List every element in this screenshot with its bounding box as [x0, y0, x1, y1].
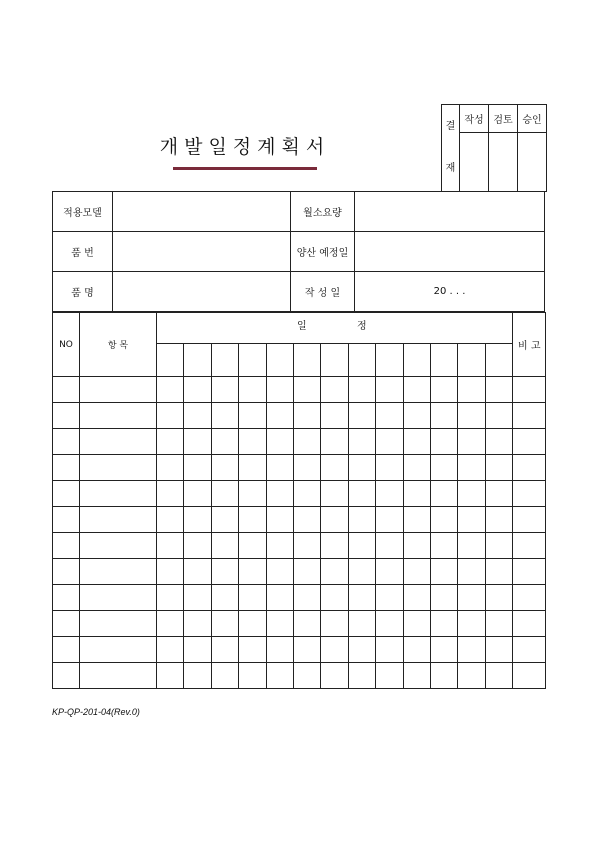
table-row [53, 377, 546, 403]
schedule-cell[interactable] [348, 481, 375, 507]
schedule-cell[interactable] [157, 403, 184, 429]
schedule-cell[interactable] [458, 611, 485, 637]
row-item-cell[interactable] [80, 533, 157, 559]
schedule-cell[interactable] [211, 377, 238, 403]
schedule-cell[interactable] [184, 481, 211, 507]
row-no-cell[interactable] [53, 455, 80, 481]
schedule-cell[interactable] [293, 559, 320, 585]
schedule-subheader-cell[interactable] [430, 344, 457, 377]
schedule-cell[interactable] [403, 533, 430, 559]
row-no-cell[interactable] [53, 585, 80, 611]
schedule-cell[interactable] [157, 455, 184, 481]
schedule-cell[interactable] [485, 637, 513, 663]
schedule-cell[interactable] [184, 403, 211, 429]
schedule-cell[interactable] [293, 403, 320, 429]
schedule-cell[interactable] [403, 663, 430, 689]
row-remarks-cell[interactable] [513, 663, 546, 689]
row-no-cell[interactable] [53, 377, 80, 403]
schedule-cell[interactable] [293, 585, 320, 611]
schedule-cell[interactable] [430, 663, 457, 689]
schedule-cell[interactable] [376, 637, 403, 663]
schedule-cell[interactable] [157, 663, 184, 689]
schedule-cell[interactable] [157, 429, 184, 455]
row-item-cell[interactable] [80, 481, 157, 507]
schedule-cell[interactable] [293, 455, 320, 481]
schedule-cell[interactable] [266, 611, 293, 637]
schedule-cell[interactable] [430, 585, 457, 611]
schedule-cell[interactable] [211, 507, 238, 533]
schedule-cell[interactable] [376, 663, 403, 689]
schedule-cell[interactable] [211, 481, 238, 507]
table-row [53, 637, 546, 663]
schedule-cell[interactable] [376, 585, 403, 611]
schedule-cell[interactable] [157, 559, 184, 585]
schedule-cell[interactable] [321, 377, 348, 403]
schedule-cell[interactable] [376, 403, 403, 429]
schedule-subheader-cell[interactable] [184, 344, 211, 377]
row-remarks-cell[interactable] [513, 377, 546, 403]
row-remarks-cell[interactable] [513, 455, 546, 481]
document-code: KP-QP-201-04(Rev.0) [52, 707, 140, 717]
row-remarks-cell[interactable] [513, 481, 546, 507]
schedule-cell[interactable] [266, 481, 293, 507]
schedule-cell[interactable] [430, 403, 457, 429]
schedule-cell[interactable] [430, 559, 457, 585]
table-row [53, 403, 546, 429]
approval-col-reviewer: 검토 [489, 105, 518, 133]
row-item-cell[interactable] [80, 507, 157, 533]
schedule-cell[interactable] [348, 663, 375, 689]
schedule-cell[interactable] [239, 403, 266, 429]
written-date-label: 작 성 일 [291, 272, 355, 312]
applied-model-field[interactable] [113, 192, 291, 232]
row-no-cell[interactable] [53, 663, 80, 689]
schedule-cell[interactable] [403, 455, 430, 481]
schedule-cell[interactable] [157, 377, 184, 403]
schedule-cell[interactable] [321, 533, 348, 559]
schedule-cell[interactable] [211, 611, 238, 637]
schedule-cell[interactable] [403, 481, 430, 507]
schedule-table [52, 312, 546, 689]
schedule-cell[interactable] [348, 377, 375, 403]
title-underline [173, 167, 317, 170]
schedule-cell[interactable] [458, 507, 485, 533]
item-header: 항 목 [80, 313, 157, 377]
schedule-cell[interactable] [485, 585, 513, 611]
schedule-cell[interactable] [266, 429, 293, 455]
schedule-cell[interactable] [458, 637, 485, 663]
schedule-cell[interactable] [157, 611, 184, 637]
row-remarks-cell[interactable] [513, 403, 546, 429]
schedule-cell[interactable] [321, 611, 348, 637]
schedule-cell[interactable] [239, 663, 266, 689]
schedule-cell[interactable] [184, 533, 211, 559]
row-remarks-cell[interactable] [513, 611, 546, 637]
schedule-cell[interactable] [184, 637, 211, 663]
schedule-cell[interactable] [403, 507, 430, 533]
schedule-cell[interactable] [458, 403, 485, 429]
schedule-subheader-cell[interactable] [293, 344, 320, 377]
schedule-cell[interactable] [184, 663, 211, 689]
schedule-cell[interactable] [239, 429, 266, 455]
schedule-cell[interactable] [348, 403, 375, 429]
schedule-cell[interactable] [403, 585, 430, 611]
schedule-cell[interactable] [184, 559, 211, 585]
schedule-cell[interactable] [239, 559, 266, 585]
row-remarks-cell[interactable] [513, 533, 546, 559]
schedule-cell[interactable] [293, 507, 320, 533]
schedule-cell[interactable] [403, 377, 430, 403]
schedule-cell[interactable] [485, 429, 513, 455]
schedule-cell[interactable] [321, 585, 348, 611]
remarks-header: 비 고 [513, 313, 546, 377]
approval-side-label-top: 결 [445, 121, 456, 132]
schedule-header [157, 313, 513, 344]
schedule-cell[interactable] [321, 455, 348, 481]
part-no-label: 품 번 [53, 232, 113, 272]
schedule-cell[interactable] [376, 507, 403, 533]
schedule-cell[interactable] [184, 507, 211, 533]
schedule-cell[interactable] [211, 559, 238, 585]
schedule-cell[interactable] [266, 637, 293, 663]
schedule-cell[interactable] [293, 481, 320, 507]
schedule-cell[interactable] [293, 429, 320, 455]
schedule-cell[interactable] [348, 611, 375, 637]
schedule-cell[interactable] [430, 637, 457, 663]
row-no-cell[interactable] [53, 559, 80, 585]
schedule-cell[interactable] [376, 377, 403, 403]
schedule-cell[interactable] [321, 559, 348, 585]
row-item-cell[interactable] [80, 377, 157, 403]
schedule-cell[interactable] [157, 533, 184, 559]
schedule-cell[interactable] [458, 455, 485, 481]
schedule-cell[interactable] [321, 481, 348, 507]
approval-side-label [442, 105, 460, 192]
schedule-cell[interactable] [430, 507, 457, 533]
schedule-cell[interactable] [430, 377, 457, 403]
schedule-cell[interactable] [348, 585, 375, 611]
schedule-cell[interactable] [266, 559, 293, 585]
row-item-cell[interactable] [80, 611, 157, 637]
schedule-subheader-cell[interactable] [211, 344, 238, 377]
row-remarks-cell[interactable] [513, 637, 546, 663]
schedule-cell[interactable] [458, 559, 485, 585]
schedule-cell[interactable] [157, 637, 184, 663]
schedule-cell[interactable] [485, 455, 513, 481]
row-no-cell[interactable] [53, 481, 80, 507]
no-header: NO [53, 313, 80, 377]
row-no-cell[interactable] [53, 507, 80, 533]
schedule-cell[interactable] [458, 663, 485, 689]
schedule-cell[interactable] [458, 377, 485, 403]
schedule-cell[interactable] [321, 429, 348, 455]
schedule-cell[interactable] [348, 429, 375, 455]
schedule-cell[interactable] [458, 585, 485, 611]
required-qty-label: 월소요량 [291, 192, 355, 232]
schedule-cell[interactable] [321, 663, 348, 689]
part-no-field[interactable] [113, 232, 291, 272]
row-item-cell[interactable] [80, 403, 157, 429]
schedule-cell[interactable] [211, 403, 238, 429]
approval-sign-writer[interactable] [460, 133, 489, 192]
schedule-cell[interactable] [321, 403, 348, 429]
schedule-cell[interactable] [239, 507, 266, 533]
schedule-cell[interactable] [430, 455, 457, 481]
schedule-cell[interactable] [430, 611, 457, 637]
table-row [53, 611, 546, 637]
schedule-cell[interactable] [376, 455, 403, 481]
schedule-subheader-cell[interactable] [348, 344, 375, 377]
schedule-cell[interactable] [403, 559, 430, 585]
schedule-cell[interactable] [376, 429, 403, 455]
table-row [53, 507, 546, 533]
schedule-cell[interactable] [376, 611, 403, 637]
schedule-cell[interactable] [321, 507, 348, 533]
schedule-cell[interactable] [211, 429, 238, 455]
row-no-cell[interactable] [53, 637, 80, 663]
row-no-cell[interactable] [53, 429, 80, 455]
approval-sign-approver[interactable] [518, 133, 547, 192]
schedule-cell[interactable] [266, 403, 293, 429]
schedule-cell[interactable] [239, 455, 266, 481]
schedule-cell[interactable] [348, 559, 375, 585]
schedule-cell[interactable] [485, 377, 513, 403]
schedule-cell[interactable] [157, 585, 184, 611]
row-no-cell[interactable] [53, 611, 80, 637]
schedule-cell[interactable] [485, 481, 513, 507]
schedule-cell[interactable] [376, 559, 403, 585]
table-row [53, 559, 546, 585]
schedule-cell[interactable] [348, 637, 375, 663]
row-remarks-cell[interactable] [513, 585, 546, 611]
approval-sign-reviewer[interactable] [489, 133, 518, 192]
table-row [53, 585, 546, 611]
row-item-cell[interactable] [80, 455, 157, 481]
schedule-header-char-1: 일 [297, 321, 307, 332]
row-remarks-cell[interactable] [513, 429, 546, 455]
schedule-header-char-2: 정 [357, 321, 367, 332]
schedule-cell[interactable] [266, 377, 293, 403]
schedule-cell[interactable] [239, 611, 266, 637]
schedule-cell[interactable] [293, 377, 320, 403]
required-qty-field[interactable] [355, 192, 545, 232]
schedule-cell[interactable] [266, 663, 293, 689]
schedule-cell[interactable] [403, 429, 430, 455]
schedule-cell[interactable] [430, 429, 457, 455]
written-date-field[interactable]: 20 . . . [355, 272, 545, 312]
schedule-cell[interactable] [211, 455, 238, 481]
row-item-cell[interactable] [80, 663, 157, 689]
schedule-cell[interactable] [211, 663, 238, 689]
schedule-cell[interactable] [293, 637, 320, 663]
schedule-cell[interactable] [403, 637, 430, 663]
approval-col-writer: 작성 [460, 105, 489, 133]
row-no-cell[interactable] [53, 533, 80, 559]
schedule-cell[interactable] [293, 611, 320, 637]
row-remarks-cell[interactable] [513, 559, 546, 585]
approval-box [441, 104, 547, 192]
schedule-cell[interactable] [348, 455, 375, 481]
schedule-cell[interactable] [266, 455, 293, 481]
schedule-cell[interactable] [266, 533, 293, 559]
schedule-cell[interactable] [239, 637, 266, 663]
schedule-cell[interactable] [239, 533, 266, 559]
schedule-cell[interactable] [403, 611, 430, 637]
schedule-cell[interactable] [184, 585, 211, 611]
table-row [53, 663, 546, 689]
schedule-cell[interactable] [348, 507, 375, 533]
schedule-cell[interactable] [184, 455, 211, 481]
schedule-cell[interactable] [266, 585, 293, 611]
schedule-cell[interactable] [157, 507, 184, 533]
row-no-cell[interactable] [53, 403, 80, 429]
document-title: 개발일정계획서 [159, 136, 331, 158]
schedule-cell[interactable] [430, 533, 457, 559]
schedule-subheader-cell[interactable] [157, 344, 184, 377]
schedule-cell[interactable] [485, 559, 513, 585]
schedule-cell[interactable] [293, 663, 320, 689]
schedule-subheader-cell[interactable] [239, 344, 266, 377]
schedule-cell[interactable] [458, 429, 485, 455]
schedule-cell[interactable] [485, 611, 513, 637]
applied-model-label: 적용모델 [53, 192, 113, 232]
part-name-label: 품 명 [53, 272, 113, 312]
schedule-cell[interactable] [239, 481, 266, 507]
schedule-subheader-cell[interactable] [321, 344, 348, 377]
table-row [53, 533, 546, 559]
schedule-subheader-cell[interactable] [458, 344, 485, 377]
schedule-subheader-cell[interactable] [266, 344, 293, 377]
schedule-cell[interactable] [376, 533, 403, 559]
schedule-subheader-cell[interactable] [403, 344, 430, 377]
schedule-cell[interactable] [239, 377, 266, 403]
schedule-subheader-cell[interactable] [485, 344, 513, 377]
schedule-cell[interactable] [157, 481, 184, 507]
schedule-subheader-cell[interactable] [376, 344, 403, 377]
mass-prod-date-label: 양산 예정일 [291, 232, 355, 272]
schedule-cell[interactable] [184, 377, 211, 403]
table-row [53, 455, 546, 481]
schedule-cell[interactable] [458, 533, 485, 559]
approval-col-approver: 승인 [518, 105, 547, 133]
table-row [53, 481, 546, 507]
schedule-cell[interactable] [184, 611, 211, 637]
schedule-cell[interactable] [485, 533, 513, 559]
schedule-cell[interactable] [348, 533, 375, 559]
schedule-cell[interactable] [403, 403, 430, 429]
approval-side-label-bottom: 재 [445, 163, 456, 174]
row-remarks-cell[interactable] [513, 507, 546, 533]
schedule-cell[interactable] [485, 507, 513, 533]
schedule-cell[interactable] [321, 637, 348, 663]
schedule-cell[interactable] [485, 403, 513, 429]
info-table [52, 191, 545, 312]
schedule-cell[interactable] [376, 481, 403, 507]
schedule-cell[interactable] [485, 663, 513, 689]
schedule-cell[interactable] [239, 585, 266, 611]
row-item-cell[interactable] [80, 429, 157, 455]
schedule-cell[interactable] [293, 533, 320, 559]
schedule-cell[interactable] [211, 533, 238, 559]
table-row [53, 429, 546, 455]
mass-prod-date-field[interactable] [355, 232, 545, 272]
row-item-cell[interactable] [80, 585, 157, 611]
schedule-cell[interactable] [430, 481, 457, 507]
part-name-field[interactable] [113, 272, 291, 312]
schedule-cell[interactable] [184, 429, 211, 455]
schedule-cell[interactable] [211, 637, 238, 663]
schedule-cell[interactable] [266, 507, 293, 533]
row-item-cell[interactable] [80, 559, 157, 585]
schedule-cell[interactable] [211, 585, 238, 611]
schedule-cell[interactable] [458, 481, 485, 507]
row-item-cell[interactable] [80, 637, 157, 663]
